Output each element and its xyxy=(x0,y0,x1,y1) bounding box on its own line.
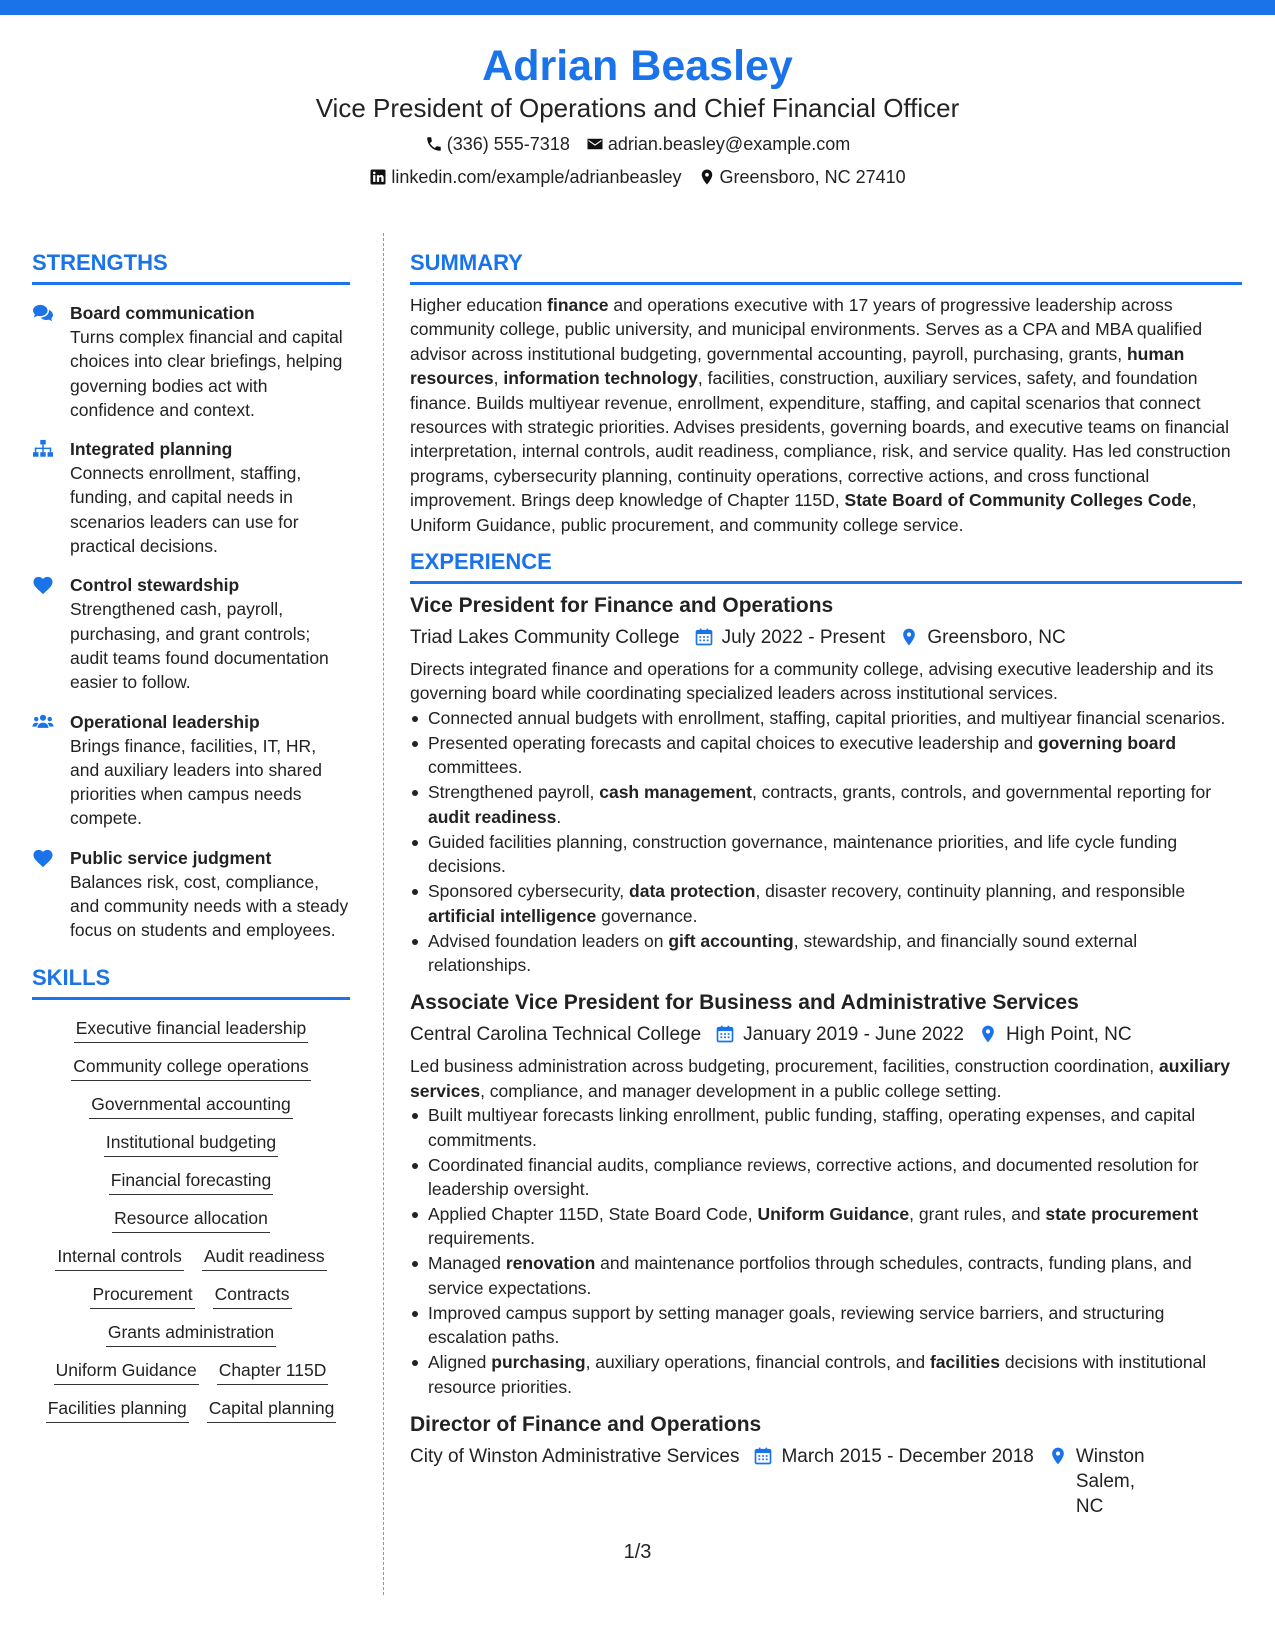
skill-tag: Resource allocation xyxy=(112,1206,270,1233)
skill-tag: Financial forecasting xyxy=(109,1168,274,1195)
summary-text: Higher education finance and operations executive with 17 years of progressive leadership across community college, public university, and municipal environments. Serves as a CPA and MBA qualified advisor across institutional budgeting, governmental accounting, payroll, purchasing, grants, human resources, information technology, facilities, construction, auxiliary services, safety, and foundation finance. Builds multiyear revenue, enrollment, expenditure, staffing, and capital scenarios that connect resources with strategic priorities. Advises presidents, governing boards, and executive teams on financial interpretation, internal controls, audit readiness, compliance, risk, and service quality. Has led construction programs, cybersecurity planning, continuity operations, corrective actions, and cross functional improvement. Brings deep knowledge of Chapter 115D, State Board of Community Colleges Code, Uniform Guidance, public procurement, and community college service. xyxy=(410,295,1231,535)
job-bullets xyxy=(410,706,1242,977)
skill-row xyxy=(32,1054,350,1081)
skill-row xyxy=(32,1130,350,1157)
linkedin-icon xyxy=(369,168,387,186)
job-meta xyxy=(410,625,1242,650)
strength-item xyxy=(32,573,350,694)
strength-title: Operational leadership xyxy=(70,711,260,732)
candidate-name: Adrian Beasley xyxy=(482,42,793,90)
location-text: Greensboro, NC 27410 xyxy=(719,167,906,187)
job-description: Directs integrated finance and operations for a community college, advising executive leadership and its governing board while coordinating specialized leaders across institutional services. xyxy=(410,659,1214,704)
users-icon xyxy=(32,710,70,831)
job-location xyxy=(1048,1444,1158,1519)
strength-desc: Connects enrollment, staffing, funding, and capital needs in scenarios leaders can use for practical decisions. xyxy=(70,463,302,557)
experience-list xyxy=(410,592,1242,1519)
job-entry xyxy=(410,1411,1242,1519)
job-bullet: Applied Chapter 115D, State Board Code, Uniform Guidance, grant rules, and state procurement requirements. xyxy=(410,1202,1242,1251)
map-pin-icon xyxy=(978,1024,998,1044)
job-bullet: Improved campus support by setting manager goals, reviewing service barriers, and structuring escalation paths. xyxy=(410,1301,1242,1350)
job-meta xyxy=(410,1444,1242,1519)
skill-tag: Capital planning xyxy=(207,1396,337,1423)
column-divider xyxy=(383,233,384,1595)
skill-row xyxy=(32,1168,350,1195)
map-pin-icon xyxy=(1048,1446,1068,1466)
map-pin-icon xyxy=(899,627,919,647)
calendar-icon xyxy=(694,627,714,647)
heart-icon xyxy=(32,846,70,943)
job-dates-text: July 2022 - Present xyxy=(721,627,886,649)
job-dates xyxy=(715,1022,964,1047)
comments-icon xyxy=(32,301,70,422)
job-location xyxy=(899,625,1065,650)
job-bullet: Sponsored cybersecurity, data protection, disaster recovery, continuity planning, and responsible artificial intelligence governance. xyxy=(410,879,1242,928)
skill-row xyxy=(32,1358,350,1385)
top-accent-bar xyxy=(0,0,1275,15)
contact-row-2 xyxy=(0,165,1275,189)
job-title: Director of Finance and Operations xyxy=(410,1412,762,1436)
strength-body xyxy=(70,710,350,831)
strength-item xyxy=(32,710,350,831)
skill-tag: Grants administration xyxy=(106,1320,276,1347)
job-meta xyxy=(410,1022,1242,1047)
skill-row xyxy=(32,1092,350,1119)
email-contact[interactable] xyxy=(586,132,850,156)
skill-row xyxy=(32,1320,350,1347)
calendar-icon xyxy=(715,1024,735,1044)
skill-tag: Community college operations xyxy=(71,1054,310,1081)
resume-header xyxy=(0,40,1275,189)
phone-contact[interactable] xyxy=(425,132,570,156)
job-organization: Central Carolina Technical College xyxy=(410,1024,702,1046)
skill-tag: Chapter 115D xyxy=(217,1358,329,1385)
strength-body xyxy=(70,573,350,694)
strength-title: Control stewardship xyxy=(70,575,240,596)
strength-desc: Turns complex financial and capital choices into clear briefings, helping governing bodies act with confidence and context. xyxy=(70,327,343,420)
strengths-heading: STRENGTHS xyxy=(32,250,350,285)
map-pin-icon xyxy=(698,168,716,186)
skill-tag: Facilities planning xyxy=(46,1396,189,1423)
left-column xyxy=(32,250,350,1434)
job-dates-text: March 2015 - December 2018 xyxy=(781,1445,1034,1467)
skill-row xyxy=(32,1244,350,1271)
page-number: 1/3 xyxy=(623,1541,652,1563)
job-title: Vice President for Finance and Operations xyxy=(410,594,834,618)
skill-row xyxy=(32,1016,350,1043)
strength-item xyxy=(32,437,350,558)
heart-icon xyxy=(32,573,70,694)
skill-tag: Governmental accounting xyxy=(89,1092,292,1119)
job-organization: City of Winston Administrative Services xyxy=(410,1445,740,1467)
strength-desc: Balances risk, cost, compliance, and community needs with a steady focus on students and employees. xyxy=(70,871,349,941)
phone-icon xyxy=(425,135,443,153)
job-dates xyxy=(753,1444,1033,1469)
strength-title: Board communication xyxy=(70,303,255,323)
strength-item xyxy=(32,846,350,943)
location-contact xyxy=(698,165,906,189)
job-location-text: High Point, NC xyxy=(1005,1024,1132,1046)
strength-body xyxy=(70,846,350,943)
skill-tag: Audit readiness xyxy=(202,1244,327,1271)
email-text: adrian.beasley@example.com xyxy=(607,134,851,154)
skills-heading: SKILLS xyxy=(32,965,350,1000)
job-bullet: Guided facilities planning, construction governance, maintenance priorities, and life cycle funding decisions. xyxy=(410,830,1242,879)
job-description: Led business administration across budgeting, procurement, facilities, construction coordination, auxiliary services, compliance, and manager development in a public college setting. xyxy=(410,1056,1231,1101)
job-bullet: Presented operating forecasts and capital choices to executive leadership and governing board committees. xyxy=(410,731,1242,780)
envelope-icon xyxy=(586,135,604,153)
job-title: Associate Vice President for Business and Administrative Services xyxy=(410,991,1079,1015)
calendar-icon xyxy=(753,1446,773,1466)
job-location-text: Greensboro, NC xyxy=(927,627,1066,649)
strength-body xyxy=(70,437,350,558)
linkedin-contact[interactable] xyxy=(369,165,681,189)
skill-tag: Uniform Guidance xyxy=(54,1358,199,1385)
right-column xyxy=(410,250,1242,1519)
summary-heading: SUMMARY xyxy=(410,250,1242,285)
skill-row xyxy=(32,1282,350,1309)
skill-tag: Institutional budgeting xyxy=(104,1130,278,1157)
skills-list xyxy=(32,1016,350,1423)
job-bullet: Built multiyear forecasts linking enrollment, public funding, staffing, operating expenses, and capital commitments. xyxy=(410,1103,1242,1152)
strength-title: Public service judgment xyxy=(70,847,272,868)
job-bullet: Strengthened payroll, cash management, contracts, grants, controls, and governmental reporting for audit readiness. xyxy=(410,780,1242,829)
job-entry xyxy=(410,592,1242,977)
org-chart-icon xyxy=(32,437,70,558)
job-organization: Triad Lakes Community College xyxy=(410,627,680,649)
job-bullet: Aligned purchasing, auxiliary operations, financial controls, and facilities decisions with institutional resource priorities. xyxy=(410,1350,1242,1399)
strength-item xyxy=(32,301,350,422)
experience-heading: EXPERIENCE xyxy=(410,549,1242,584)
candidate-title: Vice President of Operations and Chief Financial Officer xyxy=(315,93,960,123)
job-location-text: Winston Salem, NC xyxy=(1075,1445,1145,1517)
contact-row-1 xyxy=(0,132,1275,156)
job-bullet: Managed renovation and maintenance portfolios through schedules, contracts, funding plans, and service expectations. xyxy=(410,1251,1242,1300)
skill-row xyxy=(32,1396,350,1423)
job-bullet: Connected annual budgets with enrollment, staffing, capital priorities, and multiyear financial scenarios. xyxy=(410,706,1242,730)
job-dates xyxy=(694,625,886,650)
skill-tag: Procurement xyxy=(90,1282,194,1309)
skill-tag: Executive financial leadership xyxy=(74,1016,309,1043)
strength-body xyxy=(70,301,350,422)
job-location xyxy=(978,1022,1132,1047)
strength-title: Integrated planning xyxy=(70,439,233,460)
skill-tag: Internal controls xyxy=(55,1244,184,1271)
job-bullet: Advised foundation leaders on gift accounting, stewardship, and financially sound external relationships. xyxy=(410,929,1242,978)
skill-row xyxy=(32,1206,350,1233)
strengths-list xyxy=(32,301,350,943)
job-bullet: Coordinated financial audits, compliance reviews, corrective actions, and documented resolution for leadership oversight. xyxy=(410,1153,1242,1202)
skill-tag: Contracts xyxy=(213,1282,292,1309)
linkedin-text: linkedin.com/example/adrianbeasley xyxy=(391,167,682,187)
job-dates-text: January 2019 - June 2022 xyxy=(743,1024,964,1046)
strength-desc: Brings finance, facilities, IT, HR, and auxiliary leaders into shared priorities when campus needs compete. xyxy=(70,735,322,829)
job-bullets xyxy=(410,1103,1242,1399)
phone-text: (336) 555-7318 xyxy=(446,134,570,154)
strength-desc: Strengthened cash, payroll, purchasing, and grant controls; audit teams found documentation easier to follow. xyxy=(70,599,329,693)
job-entry xyxy=(410,989,1242,1399)
